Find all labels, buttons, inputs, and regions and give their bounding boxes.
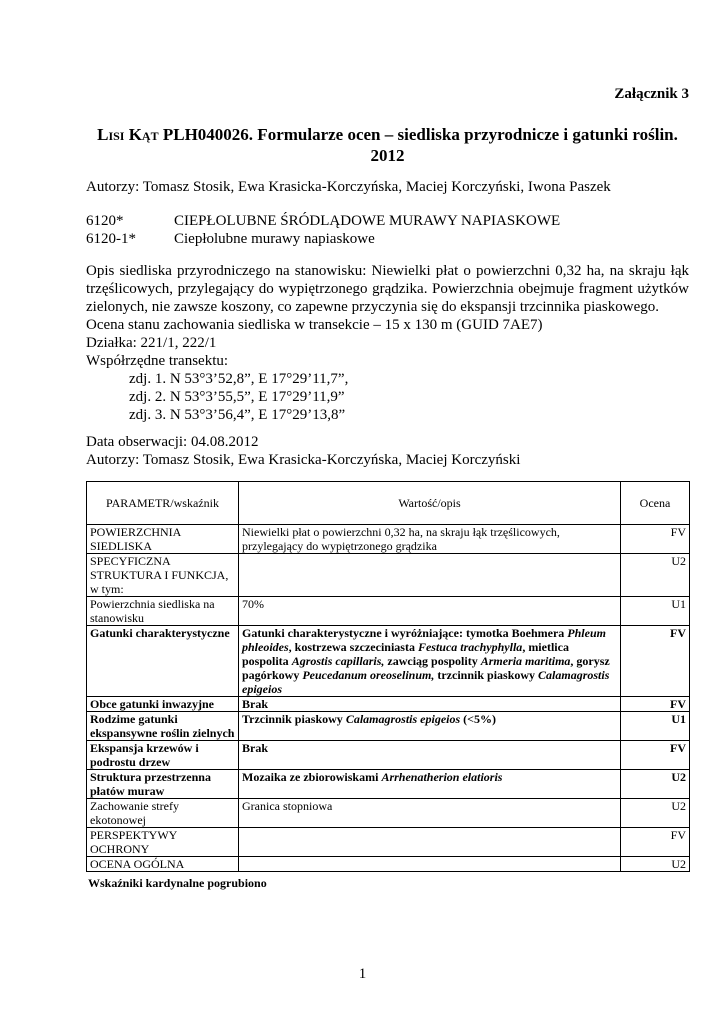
- document-title: [86, 124, 689, 166]
- observation-info: [86, 433, 689, 469]
- table-row: [87, 712, 690, 741]
- authors-line: Autorzy: Tomasz Stosik, Ewa Krasicka-Korczyńska, Maciej Korczyński, Iwona Paszek: [86, 179, 611, 195]
- table-header-row: [87, 482, 690, 525]
- habitat-row: [86, 230, 689, 248]
- table-row: [87, 770, 690, 799]
- row-grade: U2: [621, 857, 690, 872]
- row-parameter: Struktura przestrzenna płatów muraw: [87, 770, 239, 799]
- observation-authors: Autorzy: Tomasz Stosik, Ewa Krasicka-Korczyńska, Maciej Korczyński: [86, 452, 521, 468]
- row-grade: U2: [621, 799, 690, 828]
- table-row: [87, 597, 690, 626]
- habitat-name: Ciepłolubne murawy napiaskowe: [174, 231, 375, 247]
- table-row: [87, 525, 690, 554]
- row-grade: FV: [621, 697, 690, 712]
- coordinate-item: zdj. 3. N 53°3’56,4”, E 17°29’13,8”: [129, 407, 346, 423]
- row-grade: FV: [621, 828, 690, 857]
- row-value: Mozaika ze zbiorowiskami Arrhenatherion elatioris: [239, 770, 621, 799]
- row-grade: FV: [621, 525, 690, 554]
- row-grade: FV: [621, 626, 690, 697]
- habitat-name: CIEPŁOLUBNE ŚRÓDLĄDOWE MURAWY NAPIASKOWE: [174, 213, 561, 229]
- annex-label: Załącznik 3: [614, 86, 689, 102]
- row-value: 70%: [239, 597, 621, 626]
- observation-date: Data obserwacji: 04.08.2012: [86, 434, 259, 450]
- assessment-line: Ocena stanu zachowania siedliska w transekcie – 15 x 130 m (GUID 7AE7): [86, 317, 543, 333]
- habitat-code: 6120-1*: [86, 231, 136, 247]
- title-year: 2012: [370, 146, 405, 165]
- row-parameter: Obce gatunki inwazyjne: [87, 697, 239, 712]
- table-row: [87, 554, 690, 597]
- row-grade: FV: [621, 741, 690, 770]
- table-row: [87, 828, 690, 857]
- row-parameter: Powierzchnia siedliska na stanowisku: [87, 597, 239, 626]
- table-row: [87, 741, 690, 770]
- coordinate-item: zdj. 2. N 53°3’55,5”, E 17°29’11,9”: [129, 389, 345, 405]
- row-parameter: Ekspansja krzewów i podrostu drzew: [87, 741, 239, 770]
- row-grade: U2: [621, 554, 690, 597]
- row-value: Brak: [239, 741, 621, 770]
- habitat-code: 6120*: [86, 213, 124, 229]
- title-text: PLH040026. Formularze ocen – siedliska przyrodnicze i gatunki roślin.: [158, 125, 678, 144]
- row-value: Brak: [239, 697, 621, 712]
- row-value: Gatunki charakterystyczne i wyróżniające: tymotka Boehmera Phleum phleoides, kostrzewa szczeciniasta Festuca trachyphylla, mietlica pospolita Agrostis capillaris, zawciąg pospolity Armeria maritima, gorysz pagórkowy Peucedanum oreoselinum, trzcinnik piaskowy Calamagrostis epigeios: [239, 626, 621, 697]
- table-row: [87, 799, 690, 828]
- row-parameter: PERSPEKTYWY OCHRONY: [87, 828, 239, 857]
- table-footnote: Wskaźniki kardynalne pogrubiono: [88, 876, 267, 890]
- row-value: [239, 554, 621, 597]
- habitat-codes: [86, 212, 689, 248]
- table-row: [87, 697, 690, 712]
- row-parameter: SPECYFICZNA STRUKTURA I FUNKCJA, w tym:: [87, 554, 239, 597]
- row-parameter: OCENA OGÓLNA: [87, 857, 239, 872]
- habitat-row: [86, 212, 689, 230]
- plot-line: Działka: 221/1, 222/1: [86, 335, 217, 351]
- site-description: [86, 262, 689, 424]
- row-parameter: Zachowanie strefy ekotonowej: [87, 799, 239, 828]
- row-parameter: Rodzime gatunki ekspansywne roślin zielnych: [87, 712, 239, 741]
- header-grade: Ocena: [621, 482, 690, 525]
- row-value: [239, 828, 621, 857]
- row-grade: U1: [621, 597, 690, 626]
- header-parameter: PARAMETR/wskaźnik: [87, 482, 239, 525]
- table-row: [87, 857, 690, 872]
- row-value: Granica stopniowa: [239, 799, 621, 828]
- row-parameter: POWIERZCHNIA SIEDLISKA: [87, 525, 239, 554]
- title-site-name: Lisi Kąt: [97, 125, 159, 144]
- coordinate-item: zdj. 1. N 53°3’52,8”, E 17°29’11,7”,: [129, 371, 349, 387]
- table-row: [87, 626, 690, 697]
- coordinates-heading: Współrzędne transektu:: [86, 353, 229, 369]
- row-grade: U2: [621, 770, 690, 799]
- description-text: Opis siedliska przyrodniczego na stanowisku: Niewielki płat o powierzchni 0,32 ha, na skraju łąk trzęślicowych, przylegający do wypiętrzonego grądzika. Powierzchnia obejmuje fragment użytków zielonych, nie zawsze koszony, co zapewne przyczynia się do ekspansji trzcinnika piaskowego.: [86, 263, 689, 315]
- header-value: Wartość/opis: [239, 482, 621, 525]
- page-number: 1: [358, 966, 367, 982]
- evaluation-table: [86, 481, 690, 872]
- row-value: [239, 857, 621, 872]
- row-value: Niewielki płat o powierzchni 0,32 ha, na skraju łąk trzęślicowych, przylegający do wypiętrzonego grądzika: [239, 525, 621, 554]
- row-grade: U1: [621, 712, 690, 741]
- row-parameter: Gatunki charakterystyczne: [87, 626, 239, 697]
- row-value: Trzcinnik piaskowy Calamagrostis epigeios (<5%): [239, 712, 621, 741]
